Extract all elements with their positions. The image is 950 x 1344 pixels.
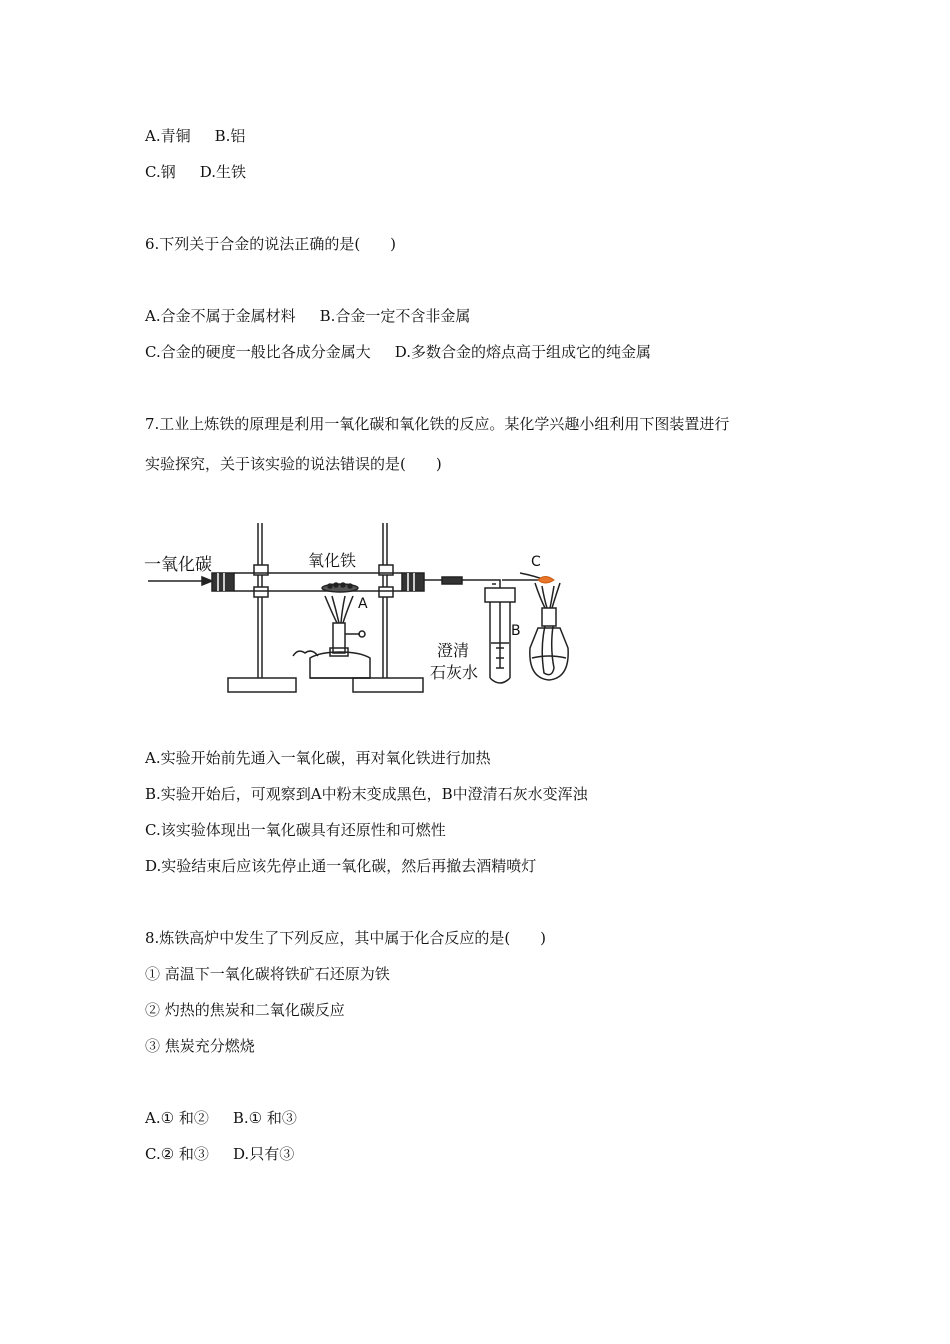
q7-option-b: B.实验开始后，可观察到A中粉末变成黑色，B中澄清石灰水变浑浊 bbox=[145, 785, 588, 803]
label-iron-oxide: 氧化铁 bbox=[308, 551, 357, 570]
alcohol-lamp-c bbox=[520, 573, 568, 680]
q8-stem: 8.炼铁高炉中发生了下列反应，其中属于化合反应的是( ) bbox=[145, 929, 547, 947]
outlet-flame bbox=[538, 577, 554, 584]
q6-stem: 6.下列关于合金的说法正确的是( ) bbox=[145, 235, 397, 253]
iron-oxide-powder bbox=[322, 583, 358, 592]
q6-option-a: A.合金不属于金属材料 bbox=[145, 307, 296, 325]
q8-option-a: A.① 和② bbox=[145, 1109, 209, 1127]
q5-option-c: C.钢 bbox=[145, 163, 176, 181]
left-iron-stand bbox=[228, 523, 296, 692]
q6-option-d: D.多数合金的熔点高于组成它的纯金属 bbox=[394, 343, 651, 361]
label-limewater-line2: 石灰水 bbox=[430, 663, 479, 682]
experiment-apparatus-figure bbox=[140, 518, 570, 700]
burner-flame bbox=[325, 596, 353, 623]
q8-options-row1 bbox=[145, 1108, 297, 1128]
q5-option-d: D.生铁 bbox=[199, 163, 246, 181]
label-carbon-monoxide: 一氧化碳 bbox=[144, 555, 212, 575]
q8-option-b: B.① 和③ bbox=[232, 1109, 297, 1127]
q8-item-3: ③ 焦炭充分燃烧 bbox=[145, 1037, 255, 1055]
q7-stem-line2: 实验探究，关于该实验的说法错误的是( ) bbox=[145, 455, 442, 473]
q5-option-a: A.青铜 bbox=[145, 127, 191, 145]
label-b: B bbox=[511, 623, 521, 639]
q8-item-2: ② 灼热的焦炭和二氧化碳反应 bbox=[145, 1001, 345, 1019]
q8-options-row2 bbox=[145, 1144, 294, 1164]
label-limewater-line1: 澄清 bbox=[437, 641, 470, 660]
q7-stem-line1: 7.工业上炼铁的原理是利用一氧化碳和氧化铁的反应。某化学兴趣小组利用下图装置进行 bbox=[145, 415, 730, 433]
q7-option-d: D.实验结束后应该先停止通一氧化碳，然后再撤去酒精喷灯 bbox=[145, 857, 537, 875]
q6-option-c: C.合金的硬度一般比各成分金属大 bbox=[145, 343, 371, 361]
label-c: C bbox=[531, 554, 541, 570]
right-stopper bbox=[402, 573, 424, 591]
q5-options-row1 bbox=[145, 126, 245, 146]
q8-option-d: D.只有③ bbox=[232, 1145, 295, 1163]
q5-option-b: B.铝 bbox=[214, 127, 246, 145]
q7-option-a: A.实验开始前先通入一氧化碳，再对氧化铁进行加热 bbox=[145, 749, 491, 767]
q5-options-row2 bbox=[145, 162, 246, 182]
alcohol-blast-burner bbox=[293, 623, 370, 678]
q7-option-c: C.该实验体现出一氧化碳具有还原性和可燃性 bbox=[145, 821, 446, 839]
q6-options-row2 bbox=[145, 342, 651, 362]
q8-option-c: C.② 和③ bbox=[145, 1145, 209, 1163]
q6-options-row1 bbox=[145, 306, 470, 326]
q8-item-1: ① 高温下一氧化碳将铁矿石还原为铁 bbox=[145, 965, 390, 983]
q6-option-b: B.合金一定不含非金属 bbox=[319, 307, 471, 325]
label-a: A bbox=[358, 596, 368, 612]
left-stopper bbox=[212, 573, 234, 591]
